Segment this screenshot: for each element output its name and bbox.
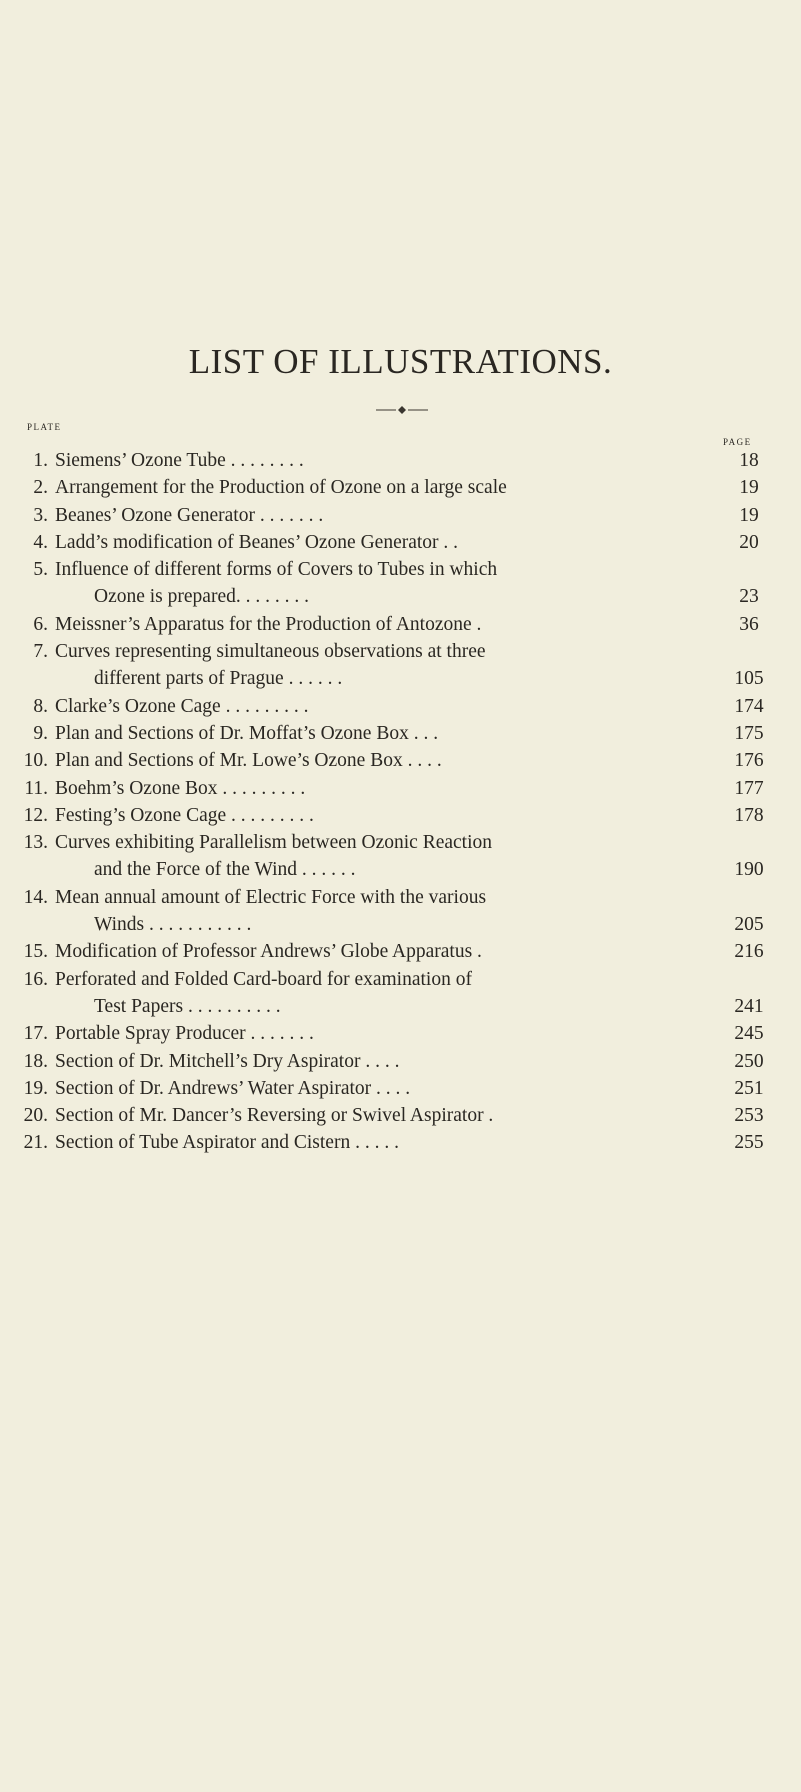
entry-line [0,529,801,556]
entry-title: Curves exhibiting Parallelism between Ozonic Reaction [55,832,493,854]
list-item [0,1075,801,1102]
entry-line [0,1129,801,1156]
entry-title: Section of Mr. Dancer’s Reversing or Swivel Aspirator . [55,1105,494,1127]
list-item [0,611,801,638]
page-number: 245 [734,1023,764,1045]
list-item [0,747,801,774]
entry-line [0,1102,801,1129]
list-item [0,556,801,611]
entry-title: different parts of Prague . . . . . . [94,668,343,690]
illustrations-list [0,447,801,1157]
page-number: 105 [734,668,764,690]
entry-title: Plan and Sections of Dr. Moffat’s Ozone Box . . . [55,722,439,744]
entry-line [0,556,801,583]
plate-number: 3. [33,504,48,526]
page-title: LIST OF ILLUSTRATIONS. [188,342,613,381]
entry-title: Arrangement for the Production of Ozone on a large scale [55,477,507,499]
entry-line [0,884,801,911]
list-item [0,1020,801,1047]
entry-line [0,911,801,938]
plate-number: 9. [33,722,48,744]
list-item [0,829,801,884]
entry-title: Test Papers . . . . . . . . . . [94,995,281,1017]
entry-title: Section of Dr. Mitchell’s Dry Aspirator . . . . [55,1050,400,1072]
list-item [0,720,801,747]
page-number: 177 [734,777,764,799]
entry-line [0,638,801,665]
list-item [0,1102,801,1129]
page-number: 176 [734,750,764,772]
page-number: 205 [734,914,764,936]
page-number: 241 [734,995,764,1017]
entry-title: Curves representing simultaneous observations at three [55,641,486,663]
list-item [0,638,801,693]
page-number: 19 [739,477,759,499]
list-item [0,1048,801,1075]
entry-title: Winds . . . . . . . . . . . [94,914,252,936]
entry-line [0,693,801,720]
entry-title: Meissner’s Apparatus for the Production of Antozone . [55,613,482,635]
page-number: 174 [734,695,764,717]
list-item [0,529,801,556]
list-item [0,447,801,474]
page-number: 20 [739,531,759,553]
entry-line [0,720,801,747]
entry-title: Portable Spray Producer . . . . . . . [55,1023,314,1045]
entry-line [0,938,801,965]
entry-line [0,1048,801,1075]
plate-number: 20. [23,1105,48,1127]
entry-title: Siemens’ Ozone Tube . . . . . . . . [55,450,304,471]
list-item [0,966,801,1021]
entry-title: Beanes’ Ozone Generator . . . . . . . [55,504,324,526]
entry-line [0,966,801,993]
plate-number: 7. [33,641,48,663]
plate-column-header: plate [27,418,62,433]
entry-line [0,502,801,529]
plate-number: 1. [33,450,48,471]
page-number: 216 [734,941,764,963]
page-number: 175 [734,722,764,744]
page-number: 178 [734,804,764,826]
list-item [0,884,801,939]
entry-line [0,665,801,692]
plate-number: 16. [23,968,48,990]
entry-line [0,583,801,610]
list-item [0,1129,801,1156]
entry-line [0,775,801,802]
list-item [0,474,801,501]
plate-number: 10. [23,750,48,772]
list-item [0,775,801,802]
plate-number: 2. [33,477,48,499]
plate-number: 8. [33,695,48,717]
entry-title: Ozone is prepared. . . . . . . . [94,586,309,608]
entry-line [0,447,801,474]
page-column-header: page [723,433,752,448]
page-number: 190 [734,859,764,881]
entry-title: Perforated and Folded Card-board for examination of [55,968,472,990]
list-item [0,802,801,829]
entry-title: Modification of Professor Andrews’ Globe Apparatus . [55,941,482,963]
page-number: 250 [734,1050,764,1072]
entry-title: Festing’s Ozone Cage . . . . . . . . . [55,804,314,826]
entry-line [0,993,801,1020]
entry-line [0,474,801,501]
entry-line [0,1075,801,1102]
page-number: 23 [739,586,759,608]
plate-number: 12. [23,804,48,826]
plate-number: 13. [23,832,48,854]
entry-title: Plan and Sections of Mr. Lowe’s Ozone Box . . . . [55,750,442,772]
entry-title: Influence of different forms of Covers to Tubes in which [55,559,498,581]
entry-line [0,1020,801,1047]
page-number: 251 [734,1077,764,1099]
ornament-divider-icon [376,405,428,415]
entry-line [0,747,801,774]
entry-line [0,829,801,856]
plate-number: 17. [23,1023,48,1045]
plate-number: 21. [23,1132,48,1154]
entry-title: Section of Dr. Andrews’ Water Aspirator . . . . [55,1077,411,1099]
plate-number: 14. [23,886,48,908]
plate-number: 18. [23,1050,48,1072]
entry-title: Clarke’s Ozone Cage . . . . . . . . . [55,695,309,717]
entry-line [0,611,801,638]
page-number: 19 [739,504,759,526]
entry-line [0,802,801,829]
plate-number: 5. [33,559,48,581]
plate-number: 11. [24,777,48,799]
entry-title: Ladd’s modification of Beanes’ Ozone Generator . . [55,531,459,553]
plate-number: 4. [33,531,48,553]
entry-title: and the Force of the Wind . . . . . . [94,859,356,881]
plate-number: 6. [33,613,48,635]
page-number: 36 [739,613,759,635]
list-item [0,502,801,529]
entry-line [0,856,801,883]
entry-title: Boehm’s Ozone Box . . . . . . . . . [55,777,306,799]
list-item [0,938,801,965]
entry-title: Section of Tube Aspirator and Cistern . . . . . [55,1132,399,1154]
plate-number: 15. [23,941,48,963]
page-number: 253 [734,1105,764,1127]
list-item [0,693,801,720]
page-number: 18 [739,450,759,471]
page-number: 255 [734,1132,764,1154]
entry-title: Mean annual amount of Electric Force with the various [55,886,487,908]
plate-number: 19. [23,1077,48,1099]
